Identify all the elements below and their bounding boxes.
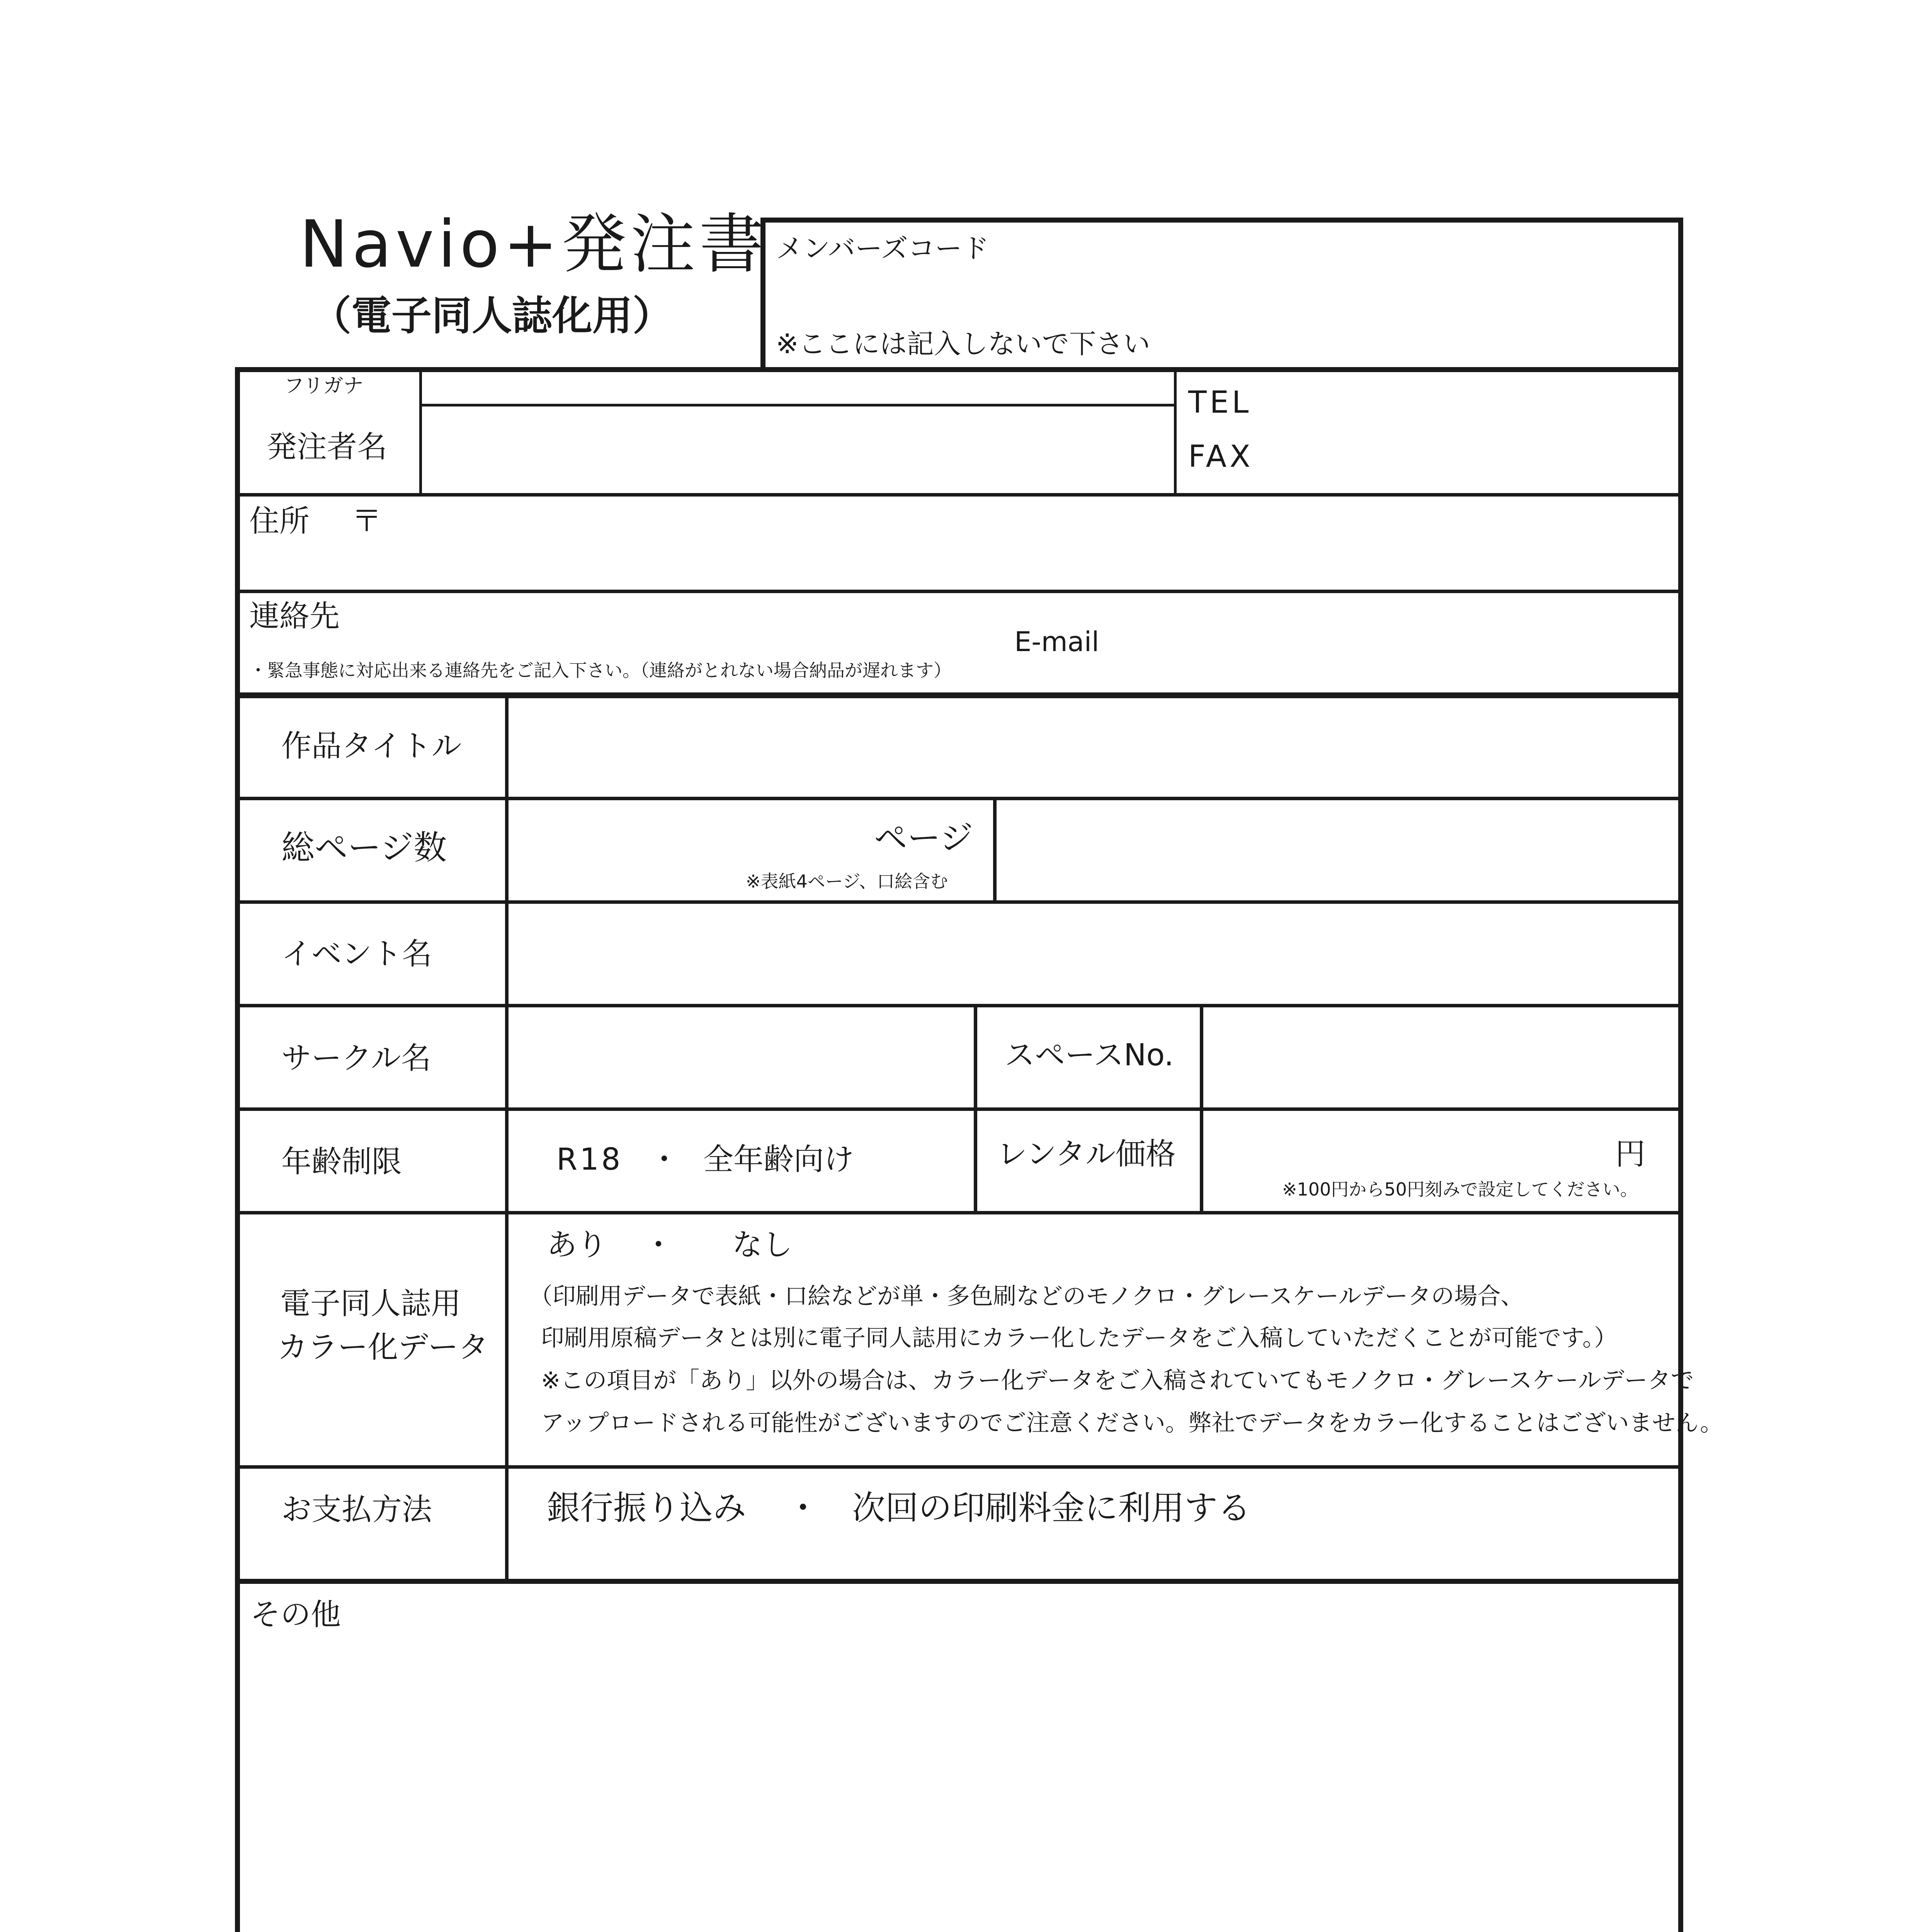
member-code-label: メンバーズコード <box>776 233 989 264</box>
rental-note: ※100円から50円刻みで設定してください。 <box>1282 1179 1638 1200</box>
color-option-yes[interactable]: あり <box>547 1228 607 1262</box>
circle-name-input[interactable] <box>510 1009 973 1107</box>
divider <box>235 1107 1683 1111</box>
color-data-label-line1: 電子同人誌用 <box>280 1286 461 1321</box>
total-pages-label: 総ページ数 <box>281 828 447 867</box>
address-input[interactable] <box>386 498 1677 587</box>
divider <box>1200 1005 1203 1213</box>
phone-input[interactable] <box>1287 372 1677 492</box>
divider <box>421 404 1176 406</box>
divider <box>974 1005 977 1213</box>
divider <box>235 797 1683 800</box>
event-name-input[interactable] <box>510 905 1678 1003</box>
color-data-label-line2: カラー化データ <box>277 1330 489 1365</box>
color-note-2: 印刷用原稿データとは別に電子同人誌用にカラー化したデータをご入稿していただくことが可能です。） <box>541 1325 1618 1352</box>
payment-method-label: お支払方法 <box>281 1492 432 1527</box>
contact-note: ・緊急事態に対応出来る連絡先をご記入下さい。（連絡がとれない場合納品が遅れます） <box>249 660 951 681</box>
divider <box>235 1211 1683 1214</box>
divider <box>235 1465 1683 1469</box>
postal-mark: 〒 <box>352 504 382 539</box>
divider <box>505 696 509 1580</box>
color-note-1: （印刷用データで表紙・口絵などが単・多色刷などのモノクロ・グレースケールデータの場合、 <box>529 1283 1524 1310</box>
work-title-input[interactable] <box>510 697 1678 796</box>
color-option-no[interactable]: なし <box>732 1228 793 1262</box>
work-title-label: 作品タイトル <box>281 729 462 764</box>
rental-unit: 円 <box>1615 1137 1646 1172</box>
pages-note: ※表紙4ページ、口絵含む <box>746 871 948 892</box>
other-input[interactable] <box>242 1638 1677 1932</box>
color-note-3: ※この項目が「あり」以外の場合は、カラー化データをご入稿されていてもモノクロ・グレースケールデータで <box>541 1367 1694 1394</box>
divider <box>235 900 1683 904</box>
total-pages-input[interactable] <box>510 802 858 879</box>
event-name-label: イベント名 <box>281 937 432 971</box>
contact-input[interactable] <box>386 595 1677 658</box>
space-no-label: スペースNo. <box>1005 1038 1174 1073</box>
space-no-input[interactable] <box>1205 1009 1678 1107</box>
pages-unit: ページ <box>874 819 973 857</box>
divider <box>235 590 1683 593</box>
address-label: 住所 <box>249 504 310 539</box>
age-separator: ・ <box>649 1142 680 1177</box>
divider <box>1174 369 1177 495</box>
color-note-4: アップロードされる可能性がございますのでご注意ください。弊社でデータをカラー化することはございません。 <box>541 1410 1723 1437</box>
tel-label: TEL <box>1188 385 1252 420</box>
orderer-name-label: 発注者名 <box>267 430 388 464</box>
color-separator: ・ <box>643 1228 674 1262</box>
orderer-name-input[interactable] <box>423 408 1173 492</box>
age-option-r18[interactable]: R18 <box>556 1142 623 1177</box>
furigana-label: フリガナ <box>284 374 364 398</box>
pages-extra-field[interactable] <box>999 802 1678 900</box>
contact-label: 連絡先 <box>249 599 340 634</box>
form-subtitle: （電子同人誌化用） <box>311 292 673 339</box>
other-label: その他 <box>250 1597 341 1632</box>
fax-label: FAX <box>1188 439 1254 474</box>
age-limit-label: 年齢制限 <box>281 1145 402 1179</box>
member-code-note: ※ここには記入しないで下さい <box>776 328 1150 360</box>
circle-name-label: サークル名 <box>281 1041 431 1076</box>
payment-option-next[interactable]: 次回の印刷料金に利用する <box>852 1489 1251 1527</box>
rental-price-label: レンタル価格 <box>997 1137 1176 1172</box>
divider <box>419 369 422 495</box>
furigana-input[interactable] <box>423 372 1173 403</box>
rental-price-input[interactable] <box>1205 1113 1591 1171</box>
payment-option-bank[interactable]: 銀行振り込み <box>547 1489 746 1527</box>
divider <box>993 798 997 902</box>
payment-separator: ・ <box>786 1489 820 1527</box>
form-title: Navio+発注書 <box>299 206 768 282</box>
divider <box>235 1004 1683 1007</box>
age-option-all[interactable]: 全年齢向け <box>703 1142 854 1177</box>
divider <box>235 493 1683 497</box>
email-label: E-mail <box>1014 626 1099 658</box>
